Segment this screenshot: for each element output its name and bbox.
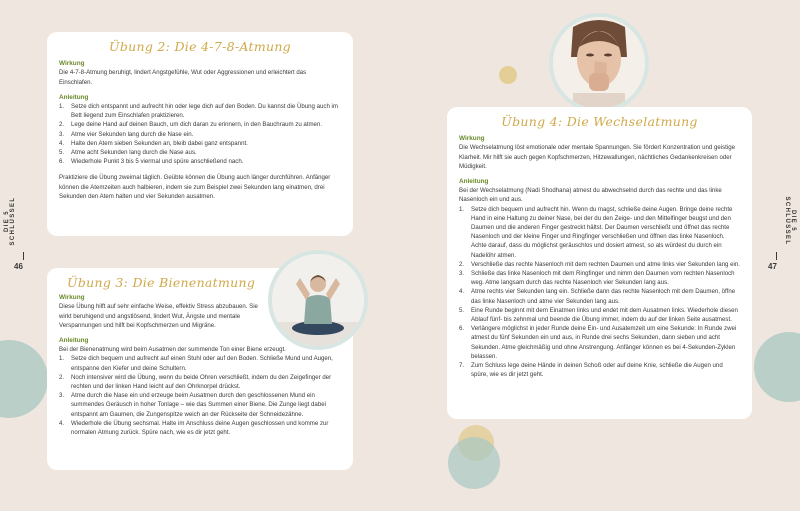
step-text: Atme vier Sekunden lang durch die Nase ein.: [71, 130, 194, 138]
person-nose-breathing-image: [553, 17, 645, 109]
step-number: 3.: [59, 392, 65, 400]
page-number-right: 47: [768, 262, 777, 271]
step-text: Wiederhole Punkt 3 bis 5 viermal und spüre anschließend nach.: [71, 158, 244, 166]
wirkung-text: Diese Übung hilft auf sehr einfache Weise, effektiv Stress abzubauen. Sie wirkt beruhigend und angstlösend, lindert Wut, Ängste und mentale Verspannungen und hilft bei Kopfschmerzen und Migräne.: [59, 303, 258, 329]
decor-circle-yellow-top: [499, 66, 517, 84]
list-item: [59, 157, 341, 166]
list-item: [59, 102, 341, 120]
card-title: Übung 2: Die 4-7-8-Atmung: [109, 39, 291, 54]
step-number: 5.: [59, 149, 65, 157]
step-number: 4.: [459, 288, 465, 296]
list-item: [59, 391, 341, 419]
step-text: Halte den Atem sieben Sekunden an, bleib dabei ganz entspannt.: [71, 139, 248, 147]
step-text: Lege deine Hand auf deinen Bauch, um dich daran zu erinnern, in den Bauchraum zu atmen.: [71, 121, 323, 129]
practice-note: Praktiziere die Übung zweimal täglich. Geübte können die Übung auch länger durchführen. Anfänger können die Atemzeiten auch halbieren, indem sie zum Beispiel zwei Sekunden lang einatmen, drei Sekunden den Atem halten und vier Sekunden ausatmen.: [59, 174, 331, 200]
page-number-left: 46: [14, 262, 23, 271]
step-text: Atme rechts vier Sekunden lang ein. Schließe dann das rechte Nasenloch mit dem Daumen, öffne das linke Nasenloch und atme vier Sekunden lang aus.: [471, 288, 736, 305]
side-label-right: DIE 5 SCHLÜSSEL: [784, 196, 796, 246]
step-text: Verschließe das rechte Nasenloch mit dem rechten Daumen und atme links vier Sekunden lang ein.: [471, 260, 740, 268]
step-number: 6.: [59, 158, 65, 166]
steps-list: [459, 205, 740, 380]
wirkung-text: Die Wechselatmung löst emotionale oder mentale Spannungen. Sie fördert Konzentration und geistige Klarheit. Mir hilft sie auch gegen Kopfschmerzen, Hitzewallungen, nächtliches Gedankenkreisen oder Müdigkeit.: [459, 144, 735, 170]
step-number: 1.: [459, 205, 465, 213]
step-text: Setze dich bequem und aufrecht auf einen Stuhl oder auf den Boden. Schließe Mund und Augen, entspanne den Kiefer und deine Schultern.: [71, 355, 333, 372]
step-number: 3.: [59, 130, 65, 138]
list-item: [59, 419, 341, 437]
wirkung-text: Die 4-7-8-Atmung beruhigt, lindert Angstgefühle, Wut oder Aggressionen und erleichtert das Einschlafen.: [59, 69, 307, 86]
side-label-left: DIE 5 SCHLÜSSEL: [4, 196, 16, 246]
list-item: [59, 148, 341, 157]
decor-circle-teal-bottom: [448, 437, 500, 489]
decor-circle-teal-right: [754, 332, 800, 402]
step-number: 4.: [59, 139, 65, 147]
list-item: [59, 130, 341, 139]
section-heading-wirkung: Wirkung: [59, 60, 85, 68]
step-text: Noch intensiver wird die Übung, wenn du beide Ohren verschließt, indem du den Zeigefinger der rechten und der linken Hand leicht auf den Ohrknorpel drückst.: [71, 373, 332, 391]
section-heading-anleitung: Anleitung: [59, 337, 89, 345]
section-heading-anleitung: Anleitung: [59, 93, 89, 101]
anleitung-intro: Bei der Bienenatmung wird beim Ausatmen der summende Ton einer Biene erzeugt.: [59, 346, 286, 354]
list-item: [59, 120, 341, 129]
tick-right: [776, 252, 777, 260]
section-heading-wirkung: Wirkung: [59, 294, 85, 302]
exercise-card-2: [47, 32, 353, 236]
list-item: [459, 269, 740, 287]
list-item: [459, 260, 740, 269]
exercise-card-4: [447, 107, 752, 419]
step-text: Setze dich entspannt und aufrecht hin oder lege dich auf den Boden. Du kannst die Übung auch im Bett liegend zum Einschlafen praktizieren.: [71, 103, 338, 120]
step-number: 1.: [59, 103, 65, 111]
step-number: 5.: [459, 306, 465, 314]
step-text: Atme acht Sekunden lang durch die Nase aus.: [71, 149, 197, 157]
card-title: Übung 3: Die Bienenatmung: [67, 275, 256, 290]
tick-left: [23, 252, 24, 260]
step-text: Setze dich bequem und aufrecht hin. Wenn du magst, schließe deine Augen. Bringe deine rechte Hand in eine Haltung zu deiner Nase, bei der du den Zeige- und den Mittelfinger beugst und den Daumen und die anderen Finger gestreckt hältst. Der Daumen verschließt und öffnet das rechte Nasenloch und der kleine Finger und Ringfinger verschließen und öffnen das linke Nasenloch. Achte darauf, dass du möglichst geräuschlos und dosiert atmest, so als würdest du durch ein Nadelöhr atmen.: [471, 205, 733, 259]
list-item: [459, 324, 740, 361]
step-number: 7.: [459, 362, 465, 370]
step-number: 2.: [59, 121, 65, 129]
section-heading-anleitung: Anleitung: [459, 178, 489, 186]
step-number: 1.: [59, 355, 65, 363]
photo-alternate-nostril: [549, 13, 649, 113]
step-number: 2.: [59, 373, 65, 381]
person-meditating-image: [272, 254, 364, 346]
step-number: 4.: [59, 419, 65, 427]
step-number: 6.: [459, 325, 465, 333]
list-item: [59, 354, 341, 372]
step-text: Atme durch die Nase ein und erzeuge beim Ausatmen durch den geschlossenen Mund ein summendes Geräusch in hoher Tonlage – wie das Summen einer Biene. Die Zunge liegt dabei entspannt am Gaumen, die Zungenspitze weich an der Rückseite der Schneidezähne.: [71, 392, 326, 418]
step-text: Zum Schluss lege deine Hände in deinen Schoß oder auf deine Knie, schließe die Augen und spüre, wie es dir jetzt geht.: [471, 362, 723, 379]
photo-bee-breathing: [268, 250, 368, 350]
anleitung-intro: Bei der Wechselatmung (Nadi Shodhana) atmest du abwechselnd durch das rechte und das linke Nasenloch ein und aus.: [459, 187, 722, 204]
step-number: 3.: [459, 270, 465, 278]
step-text: Schließe das linke Nasenloch mit dem Ringfinger und nimm den Daumen vom rechten Nasenloch weg. Atme langsam durch das rechte Nasenloch vier Sekunden lang aus.: [471, 270, 735, 287]
list-item: [459, 205, 740, 260]
step-text: Wiederhole die Übung sechsmal. Halte im Anschluss deine Augen geschlossen und komme zur normalen Atmung zurück. Spüre nach, wie es dir jetzt geht.: [71, 419, 329, 437]
list-item: [59, 139, 341, 148]
steps-list: [59, 354, 341, 437]
list-item: [459, 287, 740, 305]
step-text: Eine Runde beginnt mit dem Einatmen links und endet mit dem Ausatmen links. Wiederhole diesen Ablauf fünf- bis zehnmal und beende die Übung immer, indem du auf der linken Seite ausatmest.: [471, 306, 738, 324]
list-item: [459, 306, 740, 324]
steps-list: [59, 102, 341, 166]
list-item: [459, 361, 740, 379]
section-heading-wirkung: Wirkung: [459, 135, 485, 143]
list-item: [59, 373, 341, 391]
decor-circle-teal-left: [0, 340, 48, 418]
step-number: 2.: [459, 260, 465, 268]
step-text: Verlängere möglichst in jeder Runde deine Ein- und Ausatemzeit um eine Sekunde: In Runde zwei atmest du fünf Sekunden ein und aus, in Runde drei sechs Sekunden, dann sieben und acht Sekunden. Atme gleichmäßig und ohne Anstrengung. Anfänger können es bei 4-Sekunden-Zyklen belassen.: [471, 325, 737, 360]
card-title: Übung 4: Die Wechselatmung: [501, 114, 698, 129]
